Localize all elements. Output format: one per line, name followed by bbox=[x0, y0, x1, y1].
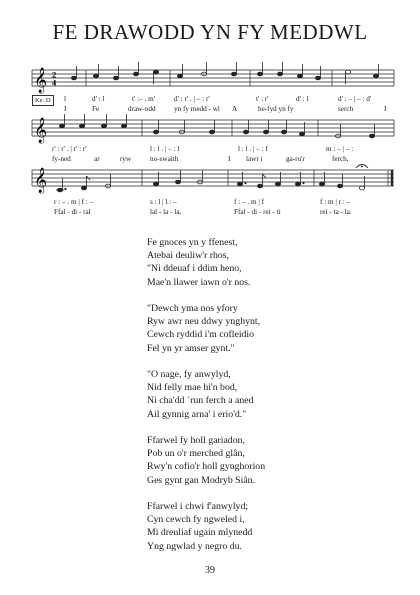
poem-line: Pob un o'r merched glân, bbox=[147, 448, 245, 460]
stanza-4 bbox=[147, 434, 387, 487]
solfa-line-1: l d' : l t' :– . m' d' : r' . | – : r' t' : r' d' : l d' : – | – : d' bbox=[64, 95, 372, 103]
solfa-line-3: r : – . m | f : – s : l | l : – f : – . m | f f : m | r : – bbox=[54, 198, 351, 206]
staff-2 bbox=[32, 112, 394, 146]
poem-line: "Dewch yma nos yfory bbox=[147, 303, 238, 314]
poem-line: Rwy'n cofio'r holl gynghorion bbox=[147, 461, 266, 473]
poem-line: Ffarwel i chwi f'anwylyd; bbox=[147, 501, 249, 512]
music-system-3 bbox=[32, 162, 394, 222]
poem-line: Fe gnoces yn y ffenest, bbox=[147, 237, 238, 248]
poem-line: Cyn cewch fy ngweled i, bbox=[147, 514, 245, 526]
poem-line: "Ni ddeuaf i ddim heno, bbox=[147, 263, 242, 275]
poem-line: Mi dreuliaf ugain mlynedd bbox=[147, 527, 253, 539]
treble-clef-icon: 𝄞 bbox=[34, 68, 48, 93]
page-number: 39 bbox=[205, 565, 215, 576]
poem-line: Ryw awr neu ddwy ynghynt, bbox=[147, 316, 261, 328]
poem-line: Ail gynnig arna' i erio'd." bbox=[147, 408, 247, 420]
stanza-1 bbox=[147, 236, 387, 289]
poem-line: Cewch ryddid i'm cofleidio bbox=[147, 329, 255, 341]
poem-line: Nid felly mae hi'n bod, bbox=[147, 382, 238, 394]
stanza-2 bbox=[147, 302, 387, 355]
solfa-line-2: r' : r' . | r' : r' l : l . | – : l l : l . | – : f m : – | – : bbox=[52, 145, 354, 153]
lyrics-line-2: fy-ned ar ryw no-swaith I lawr i ga-ru'r ferch, bbox=[52, 155, 349, 163]
svg-text:4: 4 bbox=[52, 77, 57, 88]
treble-clef-icon: 𝄞 bbox=[34, 168, 48, 193]
poem-line: Yng ngwlad y negro du. bbox=[147, 540, 242, 552]
poem bbox=[147, 236, 387, 566]
staff-1 bbox=[32, 62, 394, 96]
treble-clef-icon: 𝄞 bbox=[34, 118, 48, 143]
poem-line: Ffarwel fy holl gariadon, bbox=[147, 435, 245, 446]
song-title: FE DRAWODD YN FY MEDDWL bbox=[52, 20, 368, 44]
poem-line: Ni cha'dd ´run ferch a aned bbox=[147, 395, 254, 407]
poem-line: Atebai deuliw'r rhos, bbox=[147, 250, 230, 262]
lyrics-line-3: Ffal - di - ral lal - la - la, Ffal - di - rei - ti rei - ta - la. bbox=[54, 208, 352, 216]
stanza-5 bbox=[147, 500, 387, 553]
poem-line: Fel yn yr amser gynt." bbox=[147, 342, 235, 354]
poem-line: "O nage, fy anwylyd, bbox=[147, 369, 231, 380]
lyrics-line-1: I Fe draw-odd yn fy medd - wl A he-fyd yn fy serch I bbox=[64, 105, 387, 113]
poem-line: Ges gynt gan Modryb Siân. bbox=[147, 474, 256, 486]
key-label: Ke. D bbox=[32, 95, 54, 106]
stanza-3 bbox=[147, 368, 387, 421]
svg-text:2: 2 bbox=[52, 69, 57, 80]
staff-3 bbox=[32, 162, 394, 196]
poem-line: Mae'n llawer iawn o'r nos. bbox=[147, 276, 251, 288]
